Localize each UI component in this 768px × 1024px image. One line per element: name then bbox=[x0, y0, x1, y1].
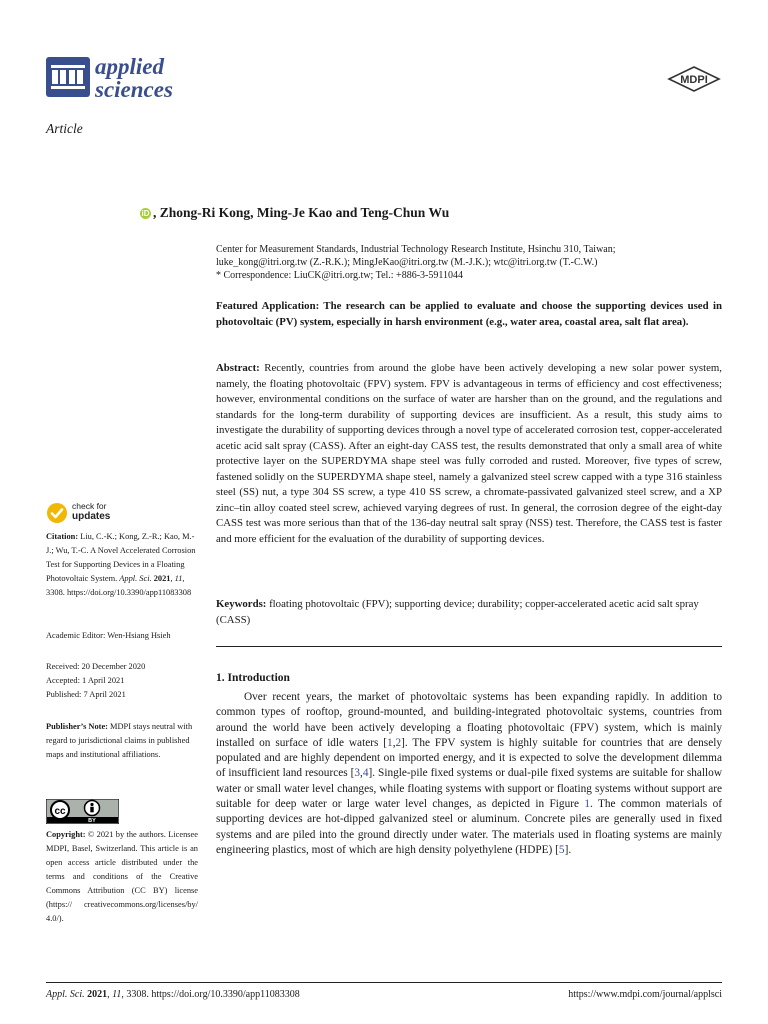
copyright-label: Copyright: bbox=[46, 830, 86, 839]
featured-label: Featured Application: bbox=[216, 300, 320, 312]
mdpi-logo-icon bbox=[667, 66, 721, 92]
footer-rule bbox=[46, 982, 722, 983]
section-divider bbox=[216, 646, 722, 647]
reference-link[interactable]: 1 bbox=[387, 736, 393, 749]
intro-text: . The common materials of supporting devices are hot-dipped galvanized steel or aluminum. Concrete piles are generally used in fixed systems and are piled into the ground directly under water. The materials used in floating systems are mainly engineering plastics, most of which are high density polyethylene (HDPE) [ bbox=[216, 798, 722, 856]
abstract bbox=[216, 361, 722, 547]
abstract-text: Recently, countries from around the globe have been actively developing a new solar power system, namely, the floating photovoltaic (FPV) system. FPV is advantageous in terms of efficiency and cost effectiveness; however, environmental conditions on the surface of water are harsher than on the ground, and the regulations and standards for the long-term durability of supporting devices are insufficient. As a result, this study aims to investigate the durability of supporting devices through a novel type of accelerated corrosion test, copper-accelerated acetic acid salt spray (CASS). After an eight-day CASS test, the results demonstrated that only a small area of white protective layer on the SUPERDYMA shape steel was fully corroded and rusted. Moreover, five types of screw, fastened solidly on the SUPERDYMA shape steel, namely a galvanized steel screw capped with a type 316 stainless steel (SS) nut, a type 304 SS screw, a type 410 SS screw, a chromate-passivated galvanized steel screw, and a XP zinc–tin alloy coated steel screw, achieved varying degrees of rust. In general, the corrosion degree of the eight-day CASS test was more serious than that of the 136-day neutral salt spray (NSS) test. Therefore, the CASS test is faster and more efficient for the evaluation of the durability of supporting devices. bbox=[216, 362, 722, 545]
article-type: Article bbox=[46, 121, 83, 136]
check-for-updates-text bbox=[72, 501, 110, 522]
footer-journal-url[interactable]: https://www.mdpi.com/journal/applsci bbox=[568, 989, 722, 1000]
academic-editor: Academic Editor: Wen-Hsiang Hsieh bbox=[46, 631, 171, 640]
footer-doi[interactable]: , 3308. https://doi.org/10.3390/app11083308 bbox=[121, 989, 300, 1000]
citation-text: Liu, C.-K.; Kong, Z.-R.; Kao, M.-J.; Wu, T.-C. A Novel Accelerated Corrosion Test for Supporting Devices in a Floating Photovoltaic System. bbox=[46, 532, 196, 583]
mdpi-logo-text: MDPI bbox=[680, 74, 708, 86]
check-for-updates-icon bbox=[46, 502, 68, 524]
footer-citation bbox=[46, 989, 300, 1000]
citation-text: , bbox=[170, 574, 175, 583]
affiliation-line: Center for Measurement Standards, Industrial Technology Research Institute, Hsinchu 310, Taiwan; bbox=[216, 244, 616, 255]
cc-by-license-icon[interactable] bbox=[46, 799, 119, 824]
reference-link[interactable]: 5 bbox=[558, 843, 565, 856]
intro-text: ]. bbox=[564, 843, 572, 856]
section-title: 1. Introduction bbox=[216, 672, 290, 684]
intro-text: ]. Single-pile fixed systems or dual-pile fixed systems are suitable for shallow water or small water level changes, while floating systems with support or floating systems without support are suitable for deep water or large water level changes, as depicted in Figure bbox=[216, 767, 722, 811]
citation-doi[interactable]: , 3308. https://doi.org/10.3390/app11083308 bbox=[46, 574, 192, 597]
intro-paragraph bbox=[216, 690, 722, 858]
abstract-label: Abstract: bbox=[216, 362, 260, 374]
affiliation-block bbox=[216, 243, 722, 282]
featured-text: The research can be applied to evaluate and choose the supporting devices used in photovoltaic (PV) system, especially in harsh environment (e.g., water area, coastal area, salt flat area). bbox=[216, 300, 722, 328]
citation-journal: Appl. Sci. bbox=[119, 574, 152, 583]
check-for-updates-badge[interactable] bbox=[46, 500, 166, 526]
citation-volume: 11 bbox=[174, 574, 183, 583]
keywords bbox=[216, 597, 722, 628]
intro-text: , bbox=[360, 767, 363, 780]
authors-text: , Zhong-Ri Kong, Ming-Je Kao and Teng-Chun Wu bbox=[153, 205, 450, 220]
citation-block bbox=[46, 530, 198, 600]
footer-year: 2021 bbox=[84, 989, 108, 1000]
check-line2: updates bbox=[72, 511, 111, 522]
correspondence: * Correspondence: LiuCK@itri.org.tw; Tel.: +886-3-5911044 bbox=[216, 270, 463, 281]
publisher-note-label: Publisher’s Note: bbox=[46, 722, 108, 731]
publisher-note-text: MDPI stays neutral with regard to jurisdictional claims in published maps and institutional affiliations. bbox=[46, 722, 193, 759]
publisher-note bbox=[46, 720, 198, 762]
journal-name-line1: applied bbox=[95, 54, 164, 79]
intro-text: Over recent years, the market of photovoltaic systems has been expanding rapidly. In addition to common types of rooftop, ground-mounted, and building-integrated photovoltaic systems, countries from around the world have been actively developing a floating photovoltaic (FPV) system, which is mainly installed on surface of idle waters [ bbox=[216, 691, 722, 749]
reference-link[interactable]: 4 bbox=[362, 767, 369, 780]
check-line1: check for bbox=[72, 501, 107, 511]
author-list bbox=[140, 205, 449, 221]
cc-by-text: BY bbox=[88, 818, 96, 824]
journal-logo-icon bbox=[46, 57, 90, 97]
intro-text: , bbox=[392, 736, 396, 749]
footer-text: , bbox=[107, 989, 113, 1000]
accepted-date: Accepted: 1 April 2021 bbox=[46, 676, 125, 685]
journal-name-line2: sciences bbox=[95, 77, 173, 102]
copyright-block bbox=[46, 828, 198, 926]
received-date: Received: 20 December 2020 bbox=[46, 662, 146, 671]
footer-volume: 11 bbox=[112, 989, 122, 1000]
journal-name bbox=[95, 55, 173, 101]
figure-link[interactable]: 1 bbox=[584, 798, 591, 811]
keywords-text: floating photovoltaic (FPV); supporting device; durability; copper-accelerated acetic acid salt spray (CASS) bbox=[216, 598, 699, 626]
orcid-icon[interactable]: iD bbox=[141, 209, 150, 218]
citation-year: 2021 bbox=[151, 574, 171, 583]
reference-link[interactable]: 3 bbox=[354, 767, 361, 780]
keywords-label: Keywords: bbox=[216, 598, 267, 610]
published-date: Published: 7 April 2021 bbox=[46, 690, 126, 699]
reference-link[interactable]: 2 bbox=[395, 736, 402, 749]
intro-text: ]. The FPV system is highly suitable for countries that are densely populated and are highly dependent on imported energy, and it is expected to solve the development dilemma of insufficient land resources [ bbox=[216, 736, 722, 780]
citation-label: Citation: bbox=[46, 532, 79, 541]
footer-journal: Appl. Sci. bbox=[46, 989, 85, 1000]
featured-application bbox=[216, 298, 722, 330]
copyright-text: © 2021 by the authors. Licensee MDPI, Basel, Switzerland. This article is an open access article distributed under the terms and conditions of the Creative Commons Attribution (CC BY) license (https:// creativecommons.org/licenses/by/ 4.0/). bbox=[46, 830, 198, 923]
author-emails: luke_kong@itri.org.tw (Z.-R.K.); MingJeKao@itri.org.tw (M.-J.K.); wtc@itri.org.tw (T.-C.W.) bbox=[216, 257, 598, 268]
dates-block bbox=[46, 660, 198, 702]
svg-text:cc: cc bbox=[54, 806, 66, 817]
